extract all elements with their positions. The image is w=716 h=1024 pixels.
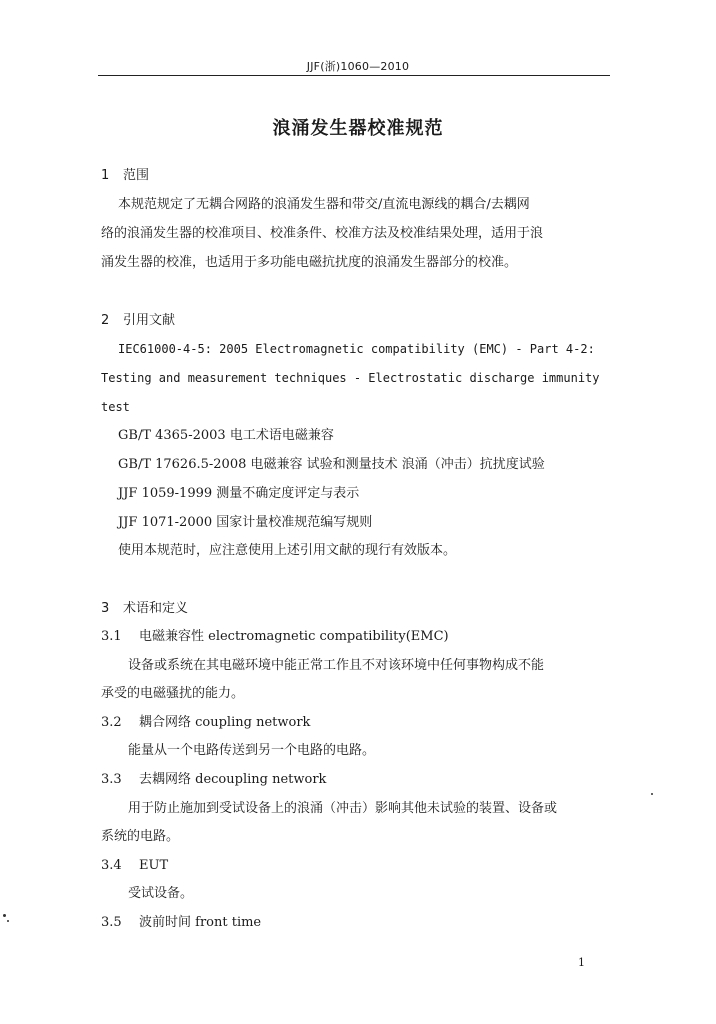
reference-line: GB/T 17626.5-2008 电磁兼容 试验和测量技术 浪涌（冲击）抗扰度试验 [118, 457, 545, 472]
term-number: 3.1 [101, 629, 122, 644]
term-heading-3-5 [101, 915, 261, 931]
section-number: 3 [101, 601, 110, 616]
term-number: 3.2 [101, 715, 122, 730]
term-number: 3.4 [101, 858, 122, 873]
section-number: 1 [101, 168, 110, 183]
scan-speck [3, 914, 6, 917]
term-label: 耦合网络 coupling network [139, 715, 311, 730]
definition-line: 承受的电磁骚扰的能力。 [101, 686, 245, 701]
definition-line: 用于防止施加到受试设备上的浪涌（冲击）影响其他未试验的装置、设备或 [128, 801, 558, 816]
paragraph-line: 络的浪涌发生器的校准项目、校准条件、校准方法及校准结果处理，适用于浪 [101, 226, 544, 241]
definition-line: 能量从一个电路传送到另一个电路的电路。 [128, 743, 376, 758]
definition-line: 系统的电路。 [101, 829, 180, 844]
header-rule [98, 75, 610, 76]
term-label: 电磁兼容性 electromagnetic compatibility(EMC) [139, 629, 449, 644]
paragraph-line: 涌发生器的校准，也适用于多功能电磁抗扰度的浪涌发生器部分的校准。 [101, 255, 518, 270]
term-heading-3-1 [101, 629, 449, 645]
reference-note: 使用本规范时，应注意使用上述引用文献的现行有效版本。 [118, 543, 457, 558]
term-label: EUT [139, 858, 169, 873]
term-number: 3.3 [101, 772, 122, 787]
term-label: 去耦网络 decoupling network [139, 772, 327, 787]
term-label: 波前时间 front time [139, 915, 262, 930]
running-header: JJF(浙)1060—2010 [306, 60, 410, 73]
reference-line: Testing and measurement techniques - Electrostatic discharge immunity [101, 371, 600, 385]
term-heading-3-4 [101, 858, 168, 874]
term-number: 3.5 [101, 915, 122, 930]
reference-line: JJF 1059-1999 测量不确定度评定与表示 [118, 486, 360, 501]
reference-line: JJF 1071-2000 国家计量校准规范编写规则 [118, 515, 373, 530]
term-heading-3-3 [101, 772, 326, 788]
section-3-heading [101, 601, 188, 617]
page-number: 1 [578, 956, 585, 969]
reference-line: test [101, 400, 130, 414]
section-number: 2 [101, 313, 110, 328]
section-title: 引用文献 [123, 313, 176, 328]
document-title: 浪涌发生器校准规范 [272, 118, 444, 139]
scan-speck [651, 793, 653, 795]
term-heading-3-2 [101, 715, 310, 731]
paragraph-line: 本规范规定了无耦合网路的浪涌发生器和带交/直流电源线的耦合/去耦网 [118, 197, 530, 212]
section-title: 术语和定义 [123, 601, 189, 616]
reference-line: GB/T 4365-2003 电工术语电磁兼容 [118, 428, 334, 443]
definition-line: 受试设备。 [128, 886, 194, 901]
definition-line: 设备或系统在其电磁环境中能正常工作且不对该环境中任何事物构成不能 [128, 658, 545, 673]
section-title: 范围 [123, 168, 150, 183]
section-2-heading [101, 313, 175, 329]
section-1-heading [101, 168, 149, 184]
reference-line: IEC61000-4-5: 2005 Electromagnetic compatibility (EMC) - Part 4-2: [118, 342, 595, 356]
scan-speck [7, 920, 9, 922]
